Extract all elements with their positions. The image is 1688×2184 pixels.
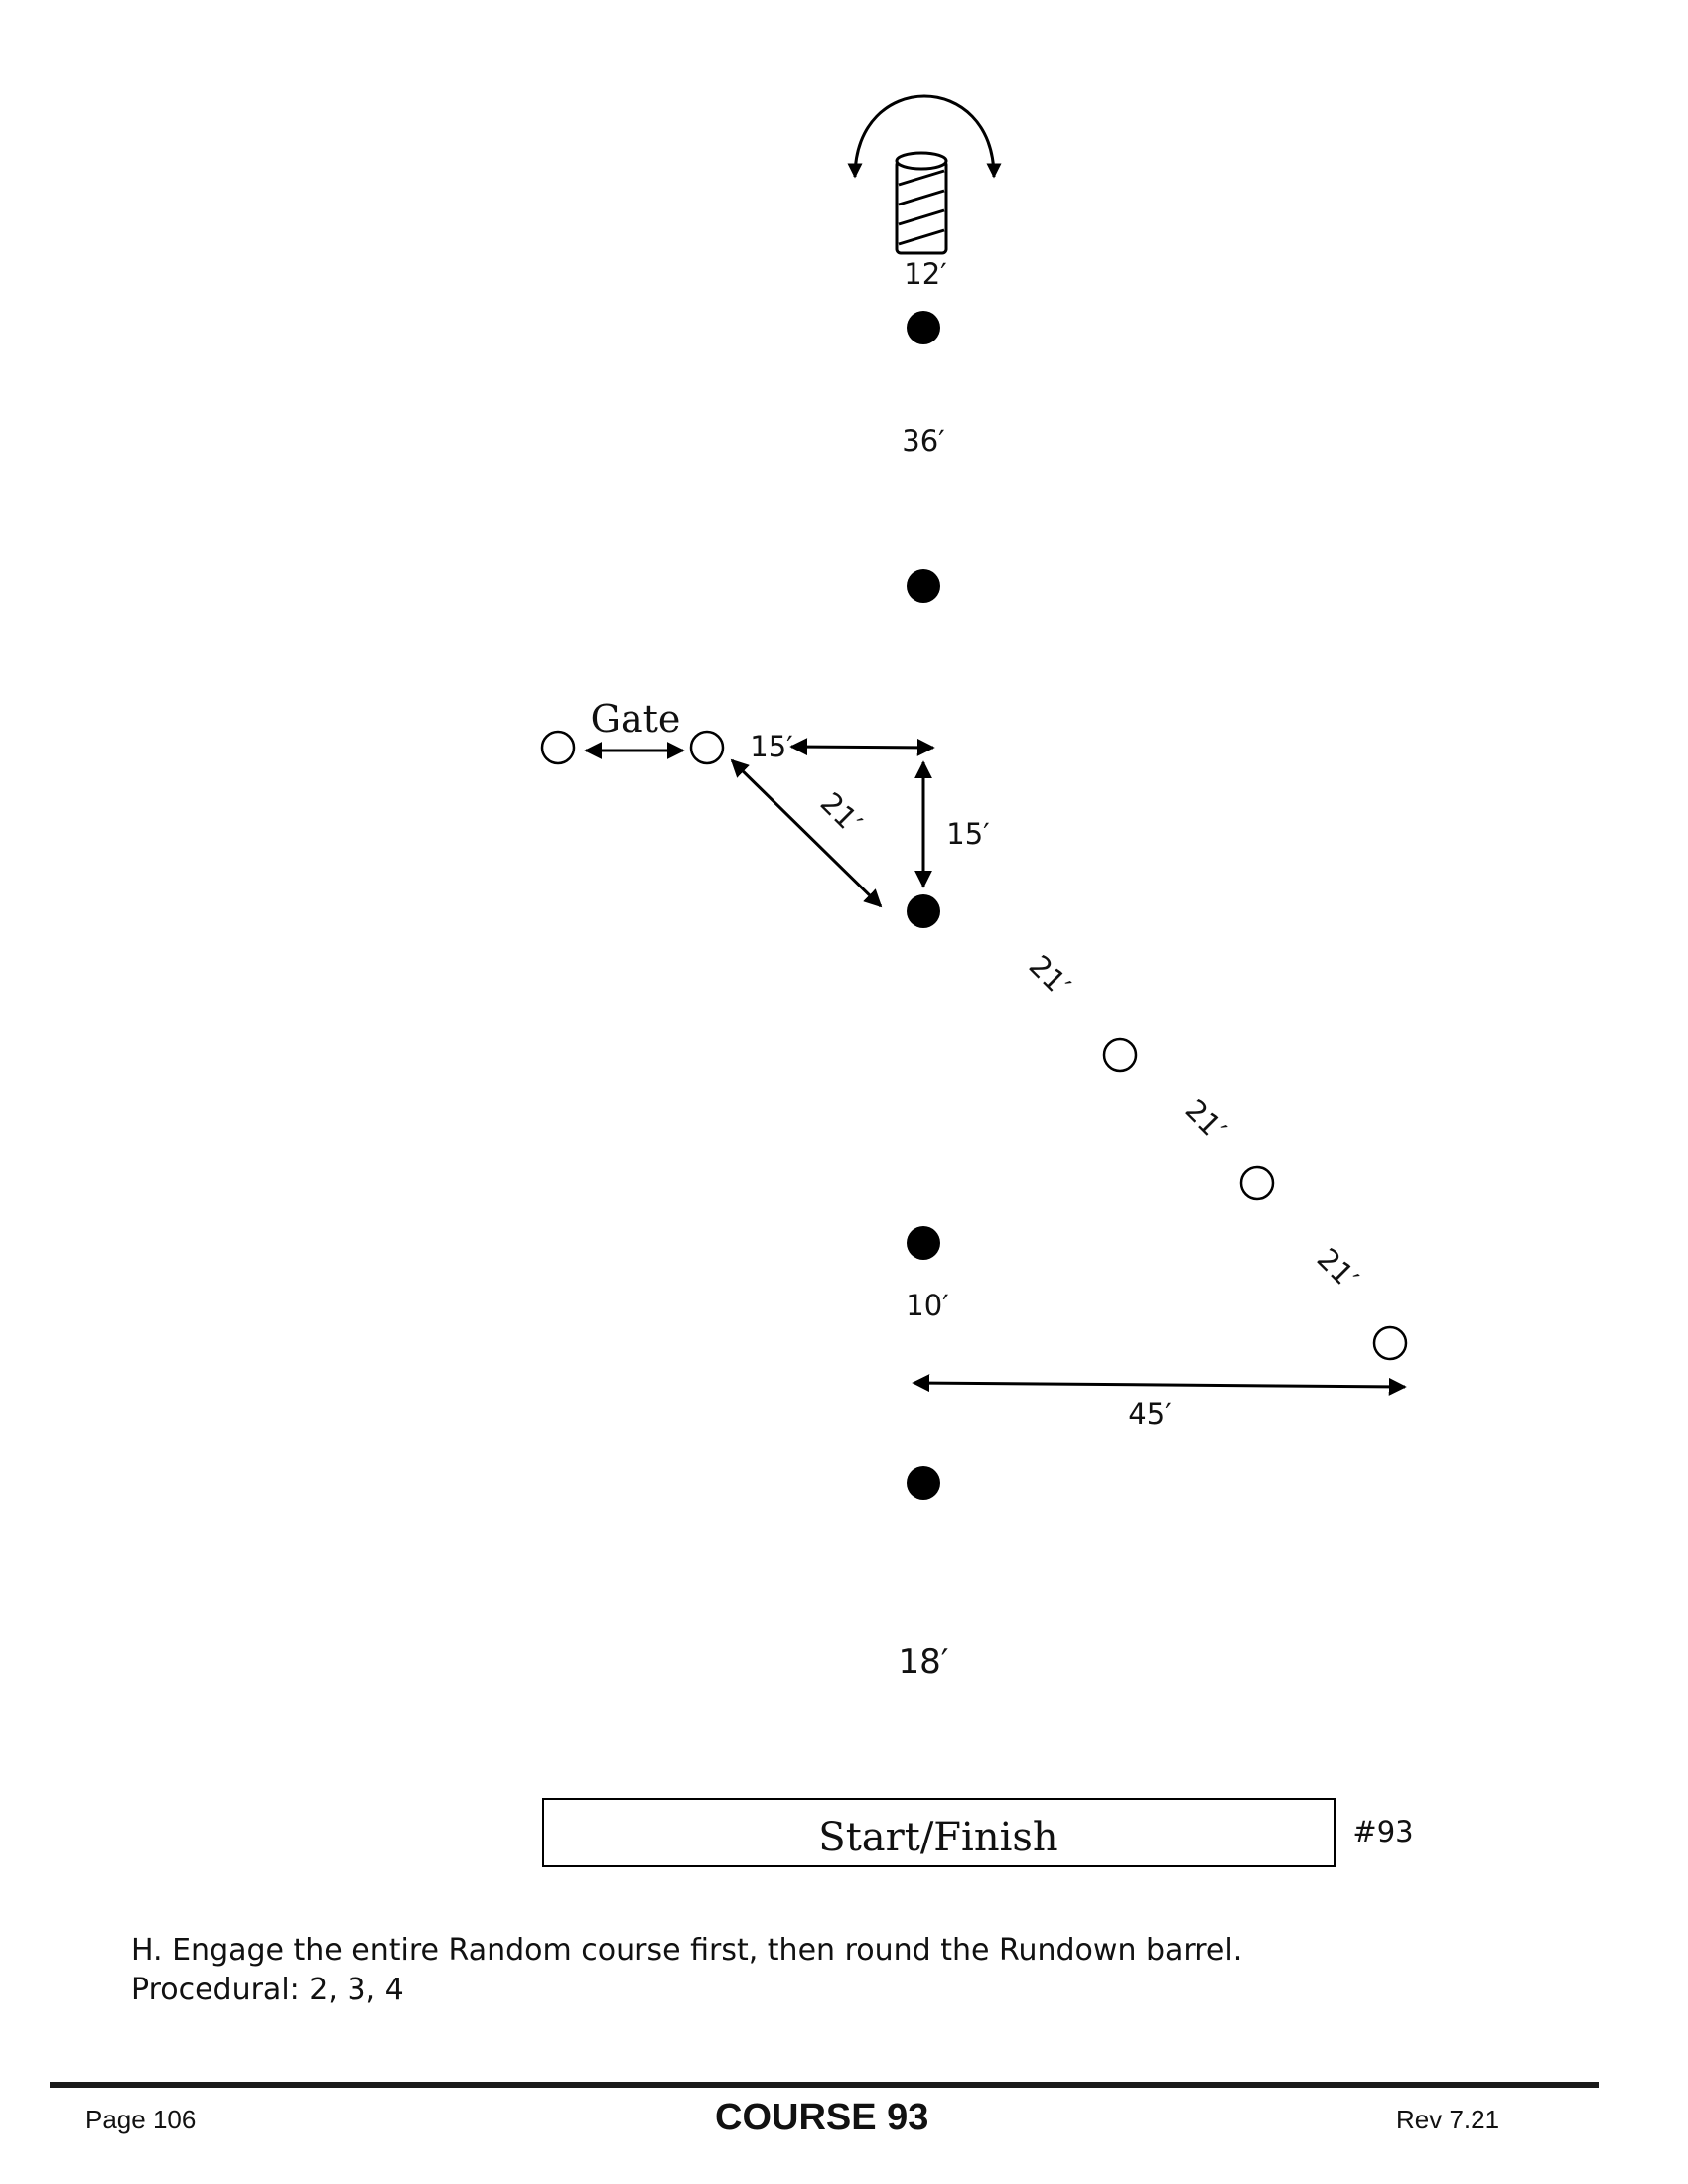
distance-label-21ft-1: 21′ — [1022, 948, 1077, 1004]
distance-label-21ft-2: 21′ — [1178, 1092, 1233, 1148]
gate-cone-right — [691, 732, 723, 763]
distance-label-15ft-horizontal: 15′ — [750, 730, 793, 763]
random-cone-3 — [1374, 1327, 1406, 1359]
random-cone-2 — [1241, 1167, 1273, 1199]
page-number: Page 106 — [85, 2105, 197, 2134]
course-number-tag: #93 — [1352, 1815, 1414, 1848]
diagonal-21ft-arrow — [732, 760, 881, 906]
distance-label-36ft: 36′ — [902, 424, 945, 458]
distance-label-10ft: 10′ — [906, 1289, 949, 1322]
revision-label: Rev 7.21 — [1396, 2105, 1500, 2134]
footer-divider — [50, 2082, 1599, 2088]
distance-label-18ft: 18′ — [898, 1642, 949, 1682]
distance-label-15ft-vertical: 15′ — [946, 817, 990, 851]
distance-label-12ft: 12′ — [904, 257, 947, 291]
width-45ft-arrow — [914, 1383, 1405, 1387]
random-cone-1 — [1104, 1039, 1136, 1071]
gate-cone-left — [542, 732, 574, 763]
course-title: COURSE 93 — [715, 2097, 929, 2138]
instruction-line: H. Engage the entire Random course first, then round the Rundown barrel. — [131, 1933, 1243, 1968]
solid-marker-2 — [907, 569, 940, 603]
rundown-barrel-icon — [855, 96, 994, 253]
horizontal-15ft-arrow — [791, 747, 933, 748]
distance-label-21ft-gate: 21′ — [813, 785, 869, 841]
distance-label-45ft: 45′ — [1128, 1397, 1172, 1431]
gate-label: Gate — [590, 697, 681, 741]
course-instructions — [131, 1931, 1242, 2010]
solid-marker-1 — [907, 311, 940, 344]
distance-label-21ft-3: 21′ — [1310, 1241, 1365, 1297]
start-finish-label: Start/Finish — [818, 1815, 1058, 1860]
solid-marker-5 — [907, 1466, 940, 1500]
procedural-line: Procedural: 2, 3, 4 — [131, 1973, 404, 2007]
solid-marker-3 — [907, 894, 940, 928]
solid-marker-4 — [907, 1226, 940, 1260]
